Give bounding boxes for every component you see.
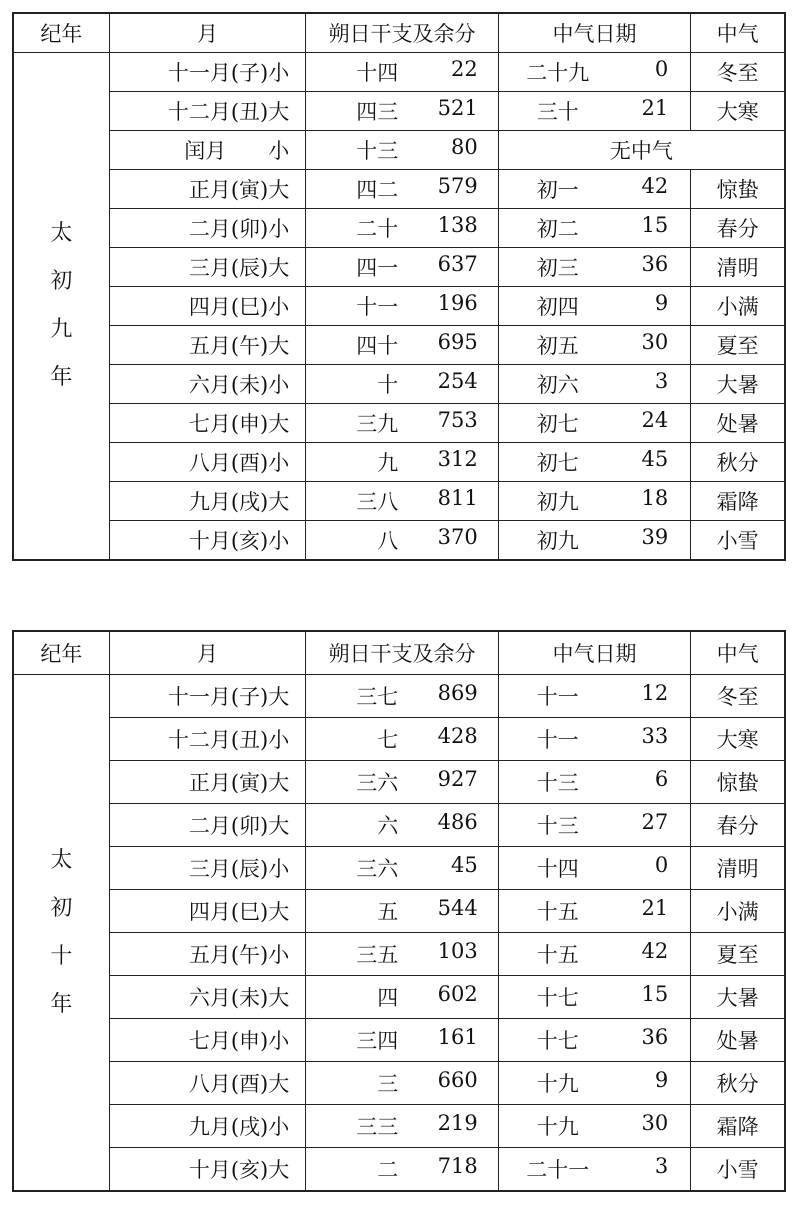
new-moon-pair: [306, 939, 497, 969]
term-day: 二十九: [526, 61, 590, 85]
year-cell: [13, 675, 109, 1192]
term-date-cell: [498, 287, 690, 326]
month-cell: 四月(巳)小: [109, 287, 306, 326]
term-date-pair: [499, 525, 690, 555]
term-cell: 春分: [691, 804, 785, 847]
new-moon-cell: [306, 847, 498, 890]
term-fraction: 9: [654, 1068, 669, 1092]
term-day: 十五: [536, 943, 579, 967]
term-cell: 霜降: [691, 1105, 785, 1148]
year-cell: [13, 53, 109, 561]
table-row: [13, 248, 785, 287]
term-day: 初二: [536, 217, 579, 241]
term-fraction: 3: [654, 369, 669, 393]
term-date-pair: [499, 291, 690, 321]
term-day: 初七: [536, 412, 579, 436]
term-fraction: 12: [641, 681, 669, 705]
month-cell: 九月(戌)大: [109, 482, 306, 521]
remainder-value: 103: [437, 939, 478, 963]
remainder-value: 753: [437, 408, 478, 432]
term-cell: 大寒: [691, 718, 785, 761]
table-row: [13, 365, 785, 404]
term-cell: 小雪: [691, 1148, 785, 1192]
term-day: 初六: [536, 373, 579, 397]
new-moon-pair: [306, 213, 497, 243]
year-char: 初: [50, 269, 73, 294]
term-cell: 清明: [691, 248, 785, 287]
remainder-value: 486: [437, 810, 478, 834]
term-date-pair: [499, 767, 690, 797]
ganzhi-value: 三四: [356, 1029, 399, 1053]
term-date-pair: [499, 330, 690, 360]
table-row: [13, 890, 785, 933]
new-moon-pair: [306, 135, 497, 165]
term-cell: 大暑: [691, 365, 785, 404]
term-cell: 惊蛰: [691, 761, 785, 804]
new-moon-pair: [306, 525, 497, 555]
term-date-cell: [498, 1062, 690, 1105]
new-moon-cell: [306, 804, 498, 847]
ganzhi-value: 二: [377, 1158, 399, 1182]
remainder-value: 138: [437, 213, 478, 237]
term-fraction: 36: [641, 252, 669, 276]
header-year: 纪年: [13, 631, 109, 675]
term-cell: 秋分: [691, 443, 785, 482]
table-row: [13, 1019, 785, 1062]
new-moon-cell: [306, 287, 498, 326]
term-fraction: 24: [641, 408, 669, 432]
table-row: [13, 675, 785, 718]
remainder-value: 544: [437, 896, 478, 920]
term-day: 十一: [536, 728, 579, 752]
calendar-table-year-10: [12, 630, 786, 1192]
table-row: [13, 131, 785, 170]
remainder-value: 927: [437, 767, 478, 791]
new-moon-pair: [306, 681, 497, 711]
month-cell: 十二月(丑)大: [109, 92, 306, 131]
ganzhi-value: 八: [377, 529, 399, 553]
term-cell: 冬至: [691, 675, 785, 718]
term-fraction: 45: [641, 447, 669, 471]
term-date-cell: [498, 209, 690, 248]
term-date-cell: [498, 890, 690, 933]
month-cell: 三月(辰)大: [109, 248, 306, 287]
ganzhi-value: 七: [377, 728, 399, 752]
header-term-date: 中气日期: [498, 13, 690, 53]
table-row: [13, 443, 785, 482]
ganzhi-value: 三: [377, 1072, 399, 1096]
term-day: 初四: [536, 295, 579, 319]
term-date-cell: [498, 404, 690, 443]
month-cell: 正月(寅)大: [109, 170, 306, 209]
term-date-cell: [498, 92, 690, 131]
new-moon-cell: [306, 443, 498, 482]
new-moon-cell: [306, 976, 498, 1019]
remainder-value: 161: [437, 1025, 478, 1049]
term-cell: 小雪: [691, 521, 785, 561]
term-date-cell: [498, 1105, 690, 1148]
term-date-pair: [499, 486, 690, 516]
ganzhi-value: 十三: [356, 139, 399, 163]
ganzhi-value: 五: [377, 900, 399, 924]
remainder-value: 22: [450, 57, 478, 81]
term-date-cell: [498, 718, 690, 761]
ganzhi-value: 四十: [356, 334, 399, 358]
new-moon-pair: [306, 57, 497, 87]
term-date-pair: [499, 96, 690, 126]
year-char: 太: [50, 221, 73, 246]
table-row: [13, 326, 785, 365]
remainder-value: 579: [437, 174, 478, 198]
new-moon-cell: [306, 53, 498, 92]
term-cell: 夏至: [691, 933, 785, 976]
month-cell: 十一月(子)小: [109, 53, 306, 92]
month-cell: 十二月(丑)小: [109, 718, 306, 761]
new-moon-cell: [306, 675, 498, 718]
term-fraction: 15: [641, 213, 669, 237]
term-date-pair: [499, 810, 690, 840]
remainder-value: 695: [437, 330, 478, 354]
new-moon-cell: [306, 248, 498, 287]
term-day: 初一: [536, 178, 579, 202]
new-moon-cell: [306, 718, 498, 761]
term-fraction: 3: [654, 1154, 669, 1178]
ganzhi-value: 二十: [356, 217, 399, 241]
new-moon-pair: [306, 982, 497, 1012]
new-moon-pair: [306, 252, 497, 282]
new-moon-cell: [306, 209, 498, 248]
header-month: 月: [109, 13, 306, 53]
new-moon-pair: [306, 1111, 497, 1141]
term-date-pair: [499, 681, 690, 711]
term-date-pair: [499, 1025, 690, 1055]
month-cell: 七月(申)小: [109, 1019, 306, 1062]
remainder-value: 718: [437, 1154, 478, 1178]
term-cell: 清明: [691, 847, 785, 890]
new-moon-cell: [306, 1019, 498, 1062]
new-moon-cell: [306, 326, 498, 365]
term-cell: 处暑: [691, 404, 785, 443]
term-day: 二十一: [526, 1158, 590, 1182]
remainder-value: 637: [437, 252, 478, 276]
new-moon-cell: [306, 1105, 498, 1148]
month-cell: 四月(巳)大: [109, 890, 306, 933]
term-date-cell: [498, 443, 690, 482]
term-day: 初三: [536, 256, 579, 280]
term-date-cell: [498, 1148, 690, 1192]
term-fraction: 18: [641, 486, 669, 510]
table-row: [13, 92, 785, 131]
header-row: [13, 631, 785, 675]
term-date-pair: [499, 939, 690, 969]
ganzhi-value: 三三: [356, 1115, 399, 1139]
ganzhi-value: 三六: [356, 857, 399, 881]
term-fraction: 42: [641, 174, 669, 198]
year-char: 九: [50, 317, 73, 342]
term-fraction: 33: [641, 724, 669, 748]
month-cell: 十一月(子)大: [109, 675, 306, 718]
term-date-cell: [498, 976, 690, 1019]
table-row: [13, 761, 785, 804]
term-day: 十九: [536, 1115, 579, 1139]
header-new-moon: 朔日干支及余分: [306, 13, 498, 53]
term-cell: 小满: [691, 890, 785, 933]
new-moon-cell: [306, 521, 498, 561]
remainder-value: 80: [450, 135, 478, 159]
new-moon-pair: [306, 767, 497, 797]
month-cell: 五月(午)大: [109, 326, 306, 365]
term-date-cell: [498, 326, 690, 365]
new-moon-pair: [306, 1068, 497, 1098]
term-fraction: 6: [654, 767, 669, 791]
term-cell: 大寒: [691, 92, 785, 131]
term-day: 初九: [536, 490, 579, 514]
table-row: [13, 482, 785, 521]
term-date-cell: [498, 170, 690, 209]
new-moon-pair: [306, 486, 497, 516]
term-day: 十七: [536, 1029, 579, 1053]
remainder-value: 254: [437, 369, 478, 393]
term-fraction: 21: [641, 96, 669, 120]
term-cell: 处暑: [691, 1019, 785, 1062]
new-moon-cell: [306, 890, 498, 933]
remainder-value: 660: [437, 1068, 478, 1092]
term-fraction: 42: [641, 939, 669, 963]
ganzhi-value: 三九: [356, 412, 399, 436]
month-cell: 六月(未)小: [109, 365, 306, 404]
term-day: 初九: [536, 529, 579, 553]
term-date-pair: [499, 853, 690, 883]
year-char: 太: [50, 847, 73, 873]
ganzhi-value: 十四: [356, 61, 399, 85]
month-cell: 十月(亥)小: [109, 521, 306, 561]
header-term: 中气: [691, 631, 785, 675]
term-cell: 秋分: [691, 1062, 785, 1105]
header-new-moon: 朔日干支及余分: [306, 631, 498, 675]
new-moon-cell: [306, 170, 498, 209]
term-date-cell: [498, 761, 690, 804]
table-row: [13, 804, 785, 847]
new-moon-pair: [306, 896, 497, 926]
term-day: 十一: [536, 685, 579, 709]
term-cell: 霜降: [691, 482, 785, 521]
new-moon-pair: [306, 1154, 497, 1184]
year-char: 十: [50, 943, 73, 969]
term-day: 初五: [536, 334, 579, 358]
term-date-pair: [499, 1068, 690, 1098]
term-date-cell: [498, 521, 690, 561]
term-date-cell: [498, 804, 690, 847]
new-moon-cell: [306, 365, 498, 404]
table-row: [13, 287, 785, 326]
term-day: 初七: [536, 451, 579, 475]
year-char: 年: [50, 991, 73, 1017]
term-date-pair: [499, 1111, 690, 1141]
header-term-date: 中气日期: [498, 631, 690, 675]
term-fraction: 36: [641, 1025, 669, 1049]
term-date-cell: [498, 248, 690, 287]
term-cell: 小满: [691, 287, 785, 326]
header-row: [13, 13, 785, 53]
year-char: 初: [50, 895, 73, 921]
term-date-pair: [499, 57, 690, 87]
month-cell: 二月(卯)大: [109, 804, 306, 847]
term-date-cell: [498, 933, 690, 976]
term-date-cell: [498, 53, 690, 92]
new-moon-pair: [306, 853, 497, 883]
remainder-value: 602: [437, 982, 478, 1006]
table-row: [13, 53, 785, 92]
month-cell: 闰月 小: [109, 131, 306, 170]
term-date-cell: [498, 482, 690, 521]
table-row: [13, 404, 785, 443]
ganzhi-value: 三八: [356, 490, 399, 514]
ganzhi-value: 十: [377, 373, 399, 397]
ganzhi-value: 四: [377, 986, 399, 1010]
new-moon-cell: [306, 761, 498, 804]
term-fraction: 15: [641, 982, 669, 1006]
term-day: 十四: [536, 857, 579, 881]
remainder-value: 521: [437, 96, 478, 120]
term-date-cell: [498, 675, 690, 718]
term-date-pair: [499, 369, 690, 399]
ganzhi-value: 三六: [356, 771, 399, 795]
term-date-pair: [499, 982, 690, 1012]
month-cell: 七月(申)大: [109, 404, 306, 443]
term-fraction: 39: [641, 525, 669, 549]
term-cell: 春分: [691, 209, 785, 248]
table-row: [13, 847, 785, 890]
new-moon-pair: [306, 330, 497, 360]
table-row: [13, 718, 785, 761]
ganzhi-value: 九: [377, 451, 399, 475]
ganzhi-value: 四一: [356, 256, 399, 280]
remainder-value: 370: [437, 525, 478, 549]
new-moon-pair: [306, 1025, 497, 1055]
table-body: [13, 675, 785, 1192]
new-moon-cell: [306, 933, 498, 976]
remainder-value: 45: [450, 853, 478, 877]
term-day: 十五: [536, 900, 579, 924]
new-moon-cell: [306, 404, 498, 443]
new-moon-pair: [306, 369, 497, 399]
month-cell: 五月(午)小: [109, 933, 306, 976]
month-cell: 九月(戌)小: [109, 1105, 306, 1148]
ganzhi-value: 六: [377, 814, 399, 838]
table-body: [13, 53, 785, 561]
month-cell: 六月(未)大: [109, 976, 306, 1019]
remainder-value: 428: [437, 724, 478, 748]
term-cell: 惊蛰: [691, 170, 785, 209]
term-date-pair: [499, 896, 690, 926]
new-moon-cell: [306, 131, 498, 170]
term-fraction: 30: [641, 330, 669, 354]
term-fraction: 0: [654, 853, 669, 877]
term-fraction: 0: [654, 57, 669, 81]
new-moon-cell: [306, 1062, 498, 1105]
month-cell: 八月(酉)小: [109, 443, 306, 482]
ganzhi-value: 三五: [356, 943, 399, 967]
new-moon-pair: [306, 810, 497, 840]
new-moon-pair: [306, 447, 497, 477]
term-date-pair: [499, 447, 690, 477]
new-moon-pair: [306, 408, 497, 438]
term-date-pair: [499, 174, 690, 204]
table-row: [13, 976, 785, 1019]
term-date-pair: [499, 408, 690, 438]
term-day: 十七: [536, 986, 579, 1010]
month-cell: 二月(卯)小: [109, 209, 306, 248]
table-row: [13, 1062, 785, 1105]
remainder-value: 811: [437, 486, 478, 510]
term-date-cell: [498, 365, 690, 404]
year-char: 年: [50, 365, 73, 390]
table-row: [13, 209, 785, 248]
table-row: [13, 1105, 785, 1148]
term-date-pair: [499, 1154, 690, 1184]
term-fraction: 30: [641, 1111, 669, 1135]
ganzhi-value: 十一: [356, 295, 399, 319]
term-date-cell: [498, 847, 690, 890]
term-fraction: 27: [641, 810, 669, 834]
month-cell: 十月(亥)大: [109, 1148, 306, 1192]
table-row: [13, 933, 785, 976]
new-moon-pair: [306, 174, 497, 204]
month-cell: 正月(寅)大: [109, 761, 306, 804]
term-day: 十九: [536, 1072, 579, 1096]
remainder-value: 312: [437, 447, 478, 471]
term-cell: 夏至: [691, 326, 785, 365]
remainder-value: 219: [437, 1111, 478, 1135]
term-date-pair: [499, 724, 690, 754]
header-term: 中气: [691, 13, 785, 53]
no-term-cell: 无中气: [498, 131, 785, 170]
remainder-value: 196: [437, 291, 478, 315]
new-moon-cell: [306, 92, 498, 131]
table-row: [13, 1148, 785, 1192]
new-moon-cell: [306, 482, 498, 521]
table-row: [13, 521, 785, 561]
term-date-pair: [499, 252, 690, 282]
new-moon-cell: [306, 1148, 498, 1192]
header-year: 纪年: [13, 13, 109, 53]
month-cell: 八月(酉)大: [109, 1062, 306, 1105]
term-fraction: 9: [654, 291, 669, 315]
term-cell: 冬至: [691, 53, 785, 92]
term-day: 十三: [536, 814, 579, 838]
term-date-pair: [499, 213, 690, 243]
term-cell: 大暑: [691, 976, 785, 1019]
ganzhi-value: 四三: [356, 100, 399, 124]
table-row: [13, 170, 785, 209]
calendar-table-year-9: [12, 12, 786, 561]
term-date-cell: [498, 1019, 690, 1062]
ganzhi-value: 四二: [356, 178, 399, 202]
new-moon-pair: [306, 724, 497, 754]
new-moon-pair: [306, 291, 497, 321]
header-month: 月: [109, 631, 306, 675]
month-cell: 三月(辰)小: [109, 847, 306, 890]
remainder-value: 869: [437, 681, 478, 705]
new-moon-pair: [306, 96, 497, 126]
term-day: 十三: [536, 771, 579, 795]
ganzhi-value: 三七: [356, 685, 399, 709]
term-fraction: 21: [641, 896, 669, 920]
term-day: 三十: [536, 100, 579, 124]
